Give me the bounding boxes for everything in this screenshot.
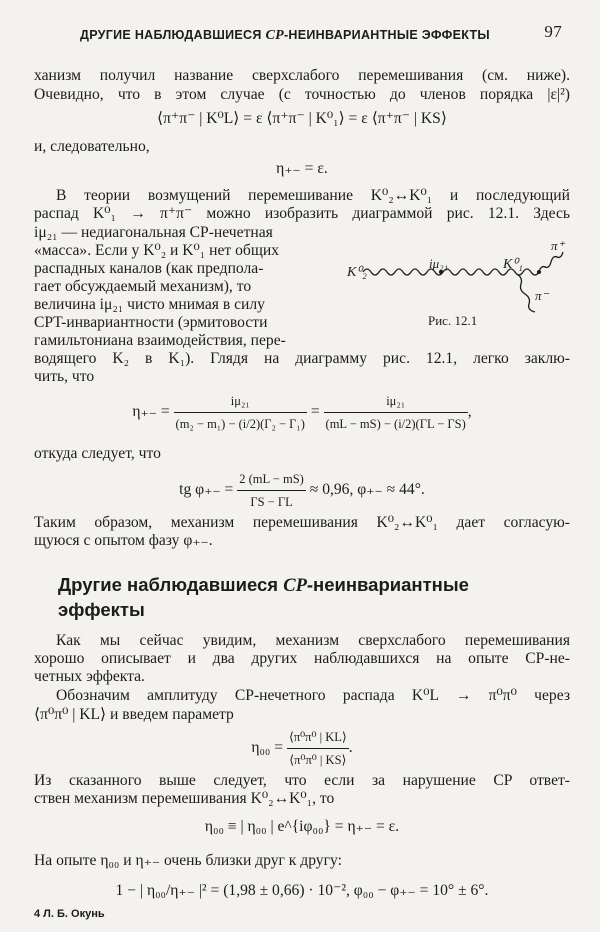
text-line: В теории возмущений перемешивание K⁰₂↔K⁰₁ и последующий [56, 187, 570, 204]
eq3-fraction-2 [324, 390, 468, 435]
text-line: Из сказанного выше следует, что если за нарушение CP ответ- [34, 772, 570, 789]
text-line: ⟨π⁰π⁰ | KL⟩ и введем параметр [34, 706, 234, 723]
eq4-lhs: tg φ₊₋ = [179, 481, 234, 499]
running-title [80, 28, 490, 44]
text-line: гает обсуждаемый механизм), то [34, 278, 252, 295]
text-line: На опыте η₀₀ и η₊₋ очень близки друг к другу: [34, 852, 342, 869]
equation-phase [34, 468, 570, 513]
signature-mark: 4 Л. Б. Окунь [34, 908, 105, 920]
text-line: откуда следует, что [34, 445, 161, 462]
text-line: четных эффекта. [34, 668, 145, 685]
equation-eta-pm: η₊₋ = ε. [276, 160, 328, 177]
eq5-period: . [348, 739, 353, 757]
text-line: хорошо описывает и два других наблюдавшихся на опыте CP-не- [34, 650, 570, 667]
eq3-num-2: iμ₂₁ [324, 390, 468, 413]
text-line: Как мы сейчас увидим, механизм сверхслабого перемешивания [56, 632, 570, 649]
text-line: CPT-инвариантности (эрмитовости [34, 314, 268, 331]
text-line: ствен механизм перемешивания K⁰₂↔K⁰₁, то [34, 790, 335, 807]
running-title-post: -НЕИНВАРИАНТНЫЕ ЭФФЕКТЫ [283, 28, 490, 42]
label-pi-minus: π⁻ [535, 288, 549, 303]
eq4-num: 2 (mL − mS) [237, 468, 306, 491]
text-line: iμ₂₁ — недиагональная CP-нечетная [34, 224, 273, 241]
text-line: гамильтониана взаимодействия, пере- [34, 332, 286, 349]
eq3-den-2: (mL − mS) − (i/2)(ΓL − ΓS) [325, 417, 466, 431]
text-line: щуюся с опытом фазу φ₊₋. [34, 532, 213, 549]
equation-eta-mixing [34, 390, 570, 435]
text-line: Очевидно, что в этом случае (с точностью до членов порядка |ε|²) [34, 86, 570, 103]
equation-amplitudes: ⟨π⁺π⁻ | K⁰L⟩ = ε ⟨π⁺π⁻ | K⁰₁⟩ = ε ⟨π⁺π⁻ | KS⟩ [157, 110, 447, 127]
label-k2: K⁰₂ [347, 265, 367, 280]
eq4-fraction [237, 468, 306, 513]
figure-caption: Рис. 12.1 [428, 313, 478, 328]
section-title-post: -неинвариантные [306, 574, 469, 595]
page-number: 97 [544, 22, 562, 41]
eq5-den: ⟨π⁰π⁰ | KS⟩ [289, 753, 347, 767]
eq3-lhs: η₊₋ = [132, 403, 170, 421]
equation-eta00-equals: η₀₀ ≡ | η₀₀ | e^{iφ₀₀} = η₊₋ = ε. [204, 818, 400, 835]
eq5-lhs: η₀₀ = [251, 739, 284, 757]
eq3-den-1: (m₂ − m₁) − (i/2)(Γ₂ − Γ₁) [175, 417, 305, 431]
text-line: водящего K₂ в K₁). Глядя на диаграмму рис. 12.1, легко заклю- [34, 350, 570, 367]
equation-eta00 [34, 726, 570, 771]
wavy-pi-plus [539, 252, 563, 272]
text-line: Обозначим амплитуду CP-нечетного распада K⁰L → π⁰π⁰ через [56, 687, 570, 704]
label-pi-plus: π⁺ [551, 240, 565, 253]
section-heading [58, 573, 568, 622]
eq3-equals: = [310, 403, 320, 421]
text-line: «масса». Если у K⁰₂ и K⁰₁ нет общих [34, 242, 279, 259]
running-title-pre: ДРУГИЕ НАБЛЮДАВШИЕСЯ [80, 28, 266, 42]
text-line: величина iμ₂₁ чисто мнимая в силу [34, 296, 265, 313]
eq4-rhs: ≈ 0,96, φ₊₋ ≈ 44°. [309, 481, 425, 499]
text-line: ханизм получил название сверхслабого перемешивания (см. ниже). [34, 67, 570, 84]
eq4-den: ΓS − ΓL [250, 495, 293, 509]
eq5-fraction [287, 726, 349, 771]
text-line: чить, что [34, 368, 95, 385]
label-mu21: iμ₂₁ [429, 256, 449, 271]
section-title-pre: Другие наблюдавшиеся [58, 574, 284, 595]
eq3-num-1: iμ₂₁ [174, 390, 307, 413]
eq3-comma: , [467, 403, 472, 421]
equation-experiment: 1 − | η₀₀/η₊₋ |² = (1,98 ± 0,66) · 10⁻², φ₀₀ − φ₊₋ = 10° ± 6°. [115, 882, 489, 899]
running-title-cp: CP [265, 28, 284, 43]
text-line: распад K⁰₁ → π⁺π⁻ можно изобразить диаграммой рис. 12.1. Здесь [34, 205, 570, 222]
label-k1: K⁰₁ [503, 257, 523, 272]
eq5-num: ⟨π⁰π⁰ | KL⟩ [287, 726, 349, 749]
section-heading-line-2: эффекты [58, 599, 145, 620]
running-header [60, 22, 572, 46]
section-title-cp: CP [283, 576, 307, 596]
section-heading-line-1 [58, 573, 568, 598]
text-line: распадных каналов (как предпола- [34, 260, 264, 277]
text-line: Таким образом, механизм перемешивания K⁰₂↔K⁰₁ дает согласую- [34, 514, 570, 531]
eq3-fraction-1 [174, 390, 307, 435]
wavy-pi-minus [517, 274, 535, 312]
text-line: и, следовательно, [34, 138, 150, 155]
